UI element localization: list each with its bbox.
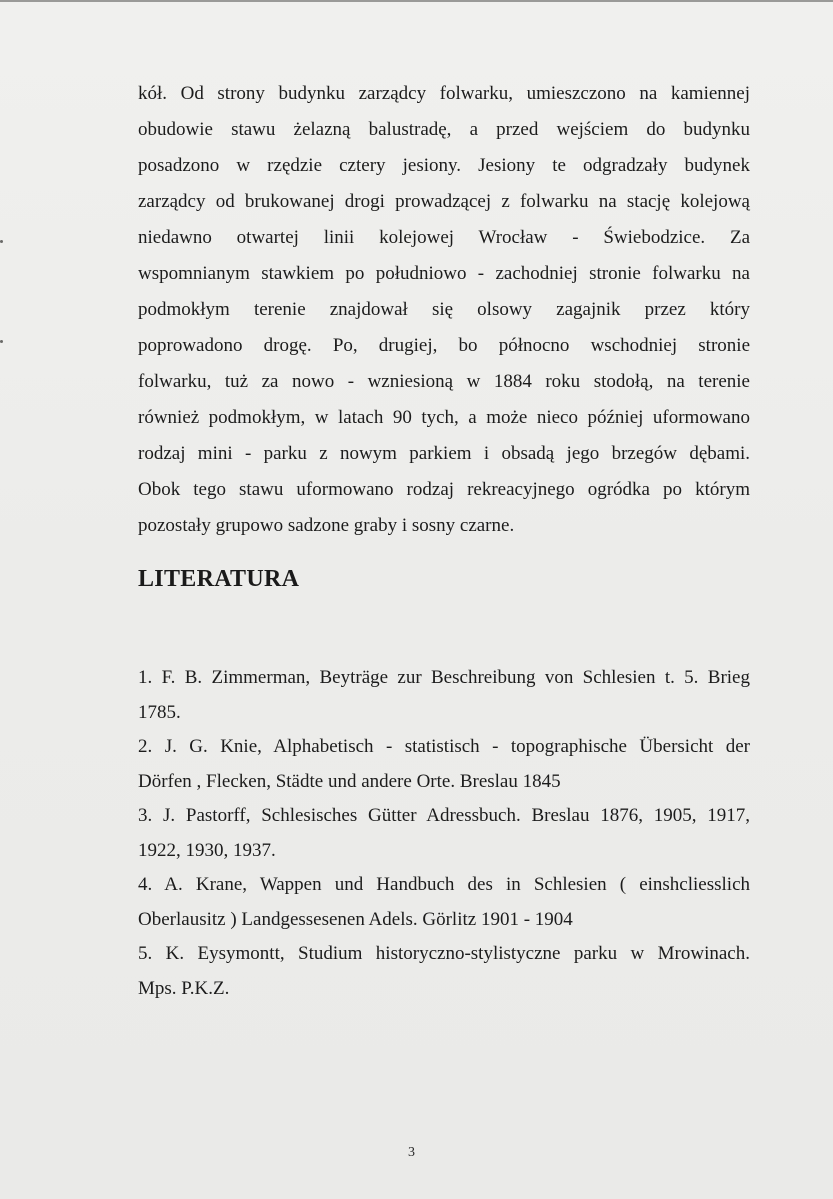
body-line: Obok tego stawu uformowano rodzaj rekreacyjnego ogródka po którym	[138, 479, 750, 500]
reference-line: Mps. P.K.Z.	[138, 977, 230, 999]
body-line: wspomnianym stawkiem po południowo - zachodniej stronie folwarku na	[138, 263, 750, 284]
body-line: również podmokłym, w latach 90 tych, a może nieco później uformowano	[138, 407, 750, 428]
reference-line: 2. J. G. Knie, Alphabetisch - statistisch - topographische Übersicht der	[138, 736, 750, 757]
reference-line: 1922, 1930, 1937.	[138, 839, 276, 861]
body-line: folwarku, tuż za nowo - wzniesioną w 1884 roku stodołą, na terenie	[138, 371, 750, 392]
scan-speck	[0, 340, 3, 343]
page-number: 3	[408, 1145, 415, 1160]
reference-line: 5. K. Eysymontt, Studium historyczno-stylistyczne parku w Mrowinach.	[138, 943, 750, 964]
reference-list	[138, 664, 750, 1009]
body-line: niedawno otwartej linii kolejowej Wrocław - Świebodzice. Za	[138, 227, 750, 248]
scan-speck	[0, 240, 3, 243]
reference-line: Dörfen , Flecken, Städte und andere Orte. Breslau 1845	[138, 770, 561, 792]
body-line: kół. Od strony budynku zarządcy folwarku, umieszczono na kamiennej	[138, 83, 750, 104]
body-line: pozostały grupowo sadzone graby i sosny czarne.	[138, 515, 515, 536]
reference-line: 4. A. Krane, Wappen und Handbuch des in Schlesien ( einshcliesslich	[138, 874, 750, 895]
body-line: zarządcy od brukowanej drogi prowadzącej z folwarku na stację kolejową	[138, 191, 750, 212]
body-line: poprowadono drogę. Po, drugiej, bo północno wschodniej stronie	[138, 335, 750, 356]
reference-line: 3. J. Pastorff, Schlesisches Gütter Adressbuch. Breslau 1876, 1905, 1917,	[138, 805, 750, 826]
body-paragraph	[138, 79, 750, 547]
body-line: podmokłym terenie znajdował się olsowy zagajnik przez który	[138, 299, 750, 320]
body-line: posadzono w rzędzie cztery jesiony. Jesiony te odgradzały budynek	[138, 155, 750, 176]
scan-top-edge	[0, 0, 833, 2]
body-line: rodzaj mini - parku z nowym parkiem i obsadą jego brzegów dębami.	[138, 443, 750, 464]
reference-line: 1785.	[138, 701, 181, 723]
reference-line: 1. F. B. Zimmerman, Beyträge zur Beschreibung von Schlesien t. 5. Brieg	[138, 667, 750, 688]
reference-line: Oberlausitz ) Landgessesenen Adels. Görlitz 1901 - 1904	[138, 908, 573, 930]
body-line: obudowie stawu żelazną balustradę, a przed wejściem do budynku	[138, 119, 750, 140]
literature-heading: LITERATURA	[138, 566, 300, 592]
